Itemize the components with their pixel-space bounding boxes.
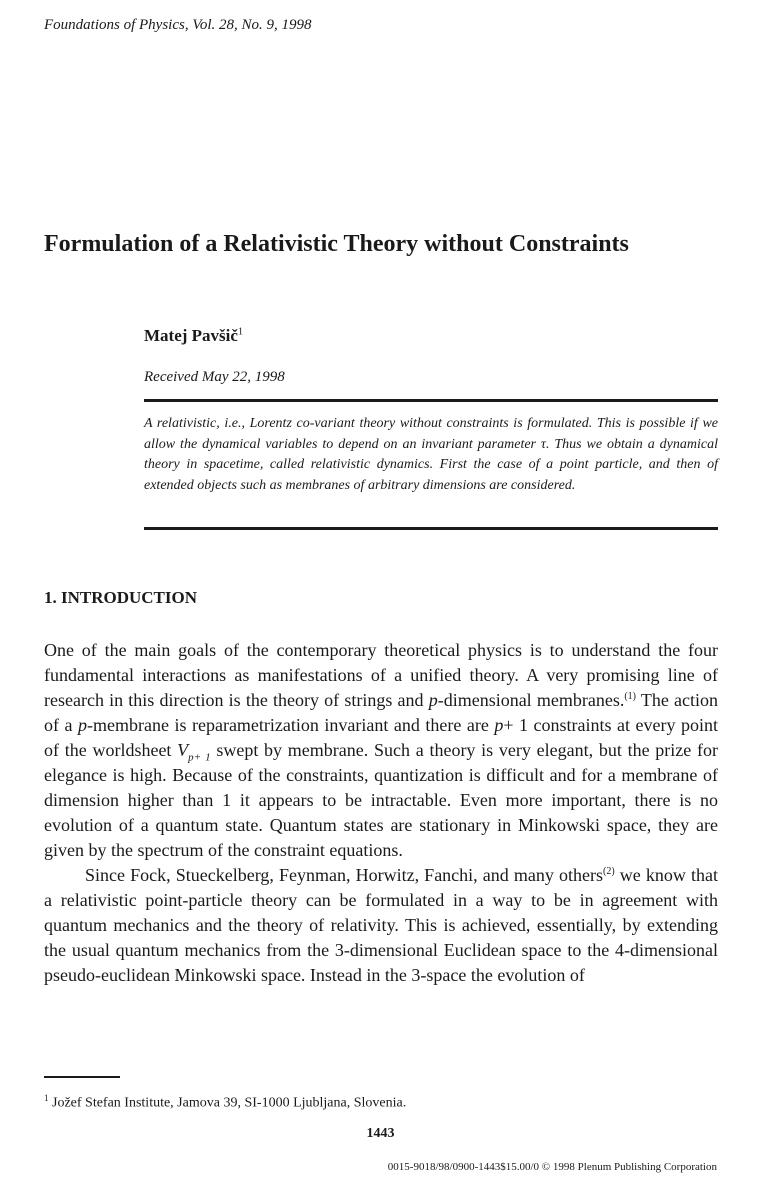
abstract-top-rule xyxy=(144,399,718,402)
p1-italic-p-3: p xyxy=(494,715,504,735)
footnote-rule xyxy=(44,1076,120,1078)
p1-italic-p-1: p xyxy=(428,690,438,710)
p1-text-b: -dimensional membranes. xyxy=(437,690,625,710)
citation-2: (2) xyxy=(603,866,615,877)
p1-italic-p-2: p xyxy=(78,715,87,735)
p2-text-b: we know that a relativistic point-particle theory can be formulated in a way to be in agreement with quantum mechanics and the theory of relativity. This is achieved, essentially, by extending the usual quantum mechanics from the 3-dimensional Euclidean space to the 4-dimensional pseudo-euclidean Minkowski space. Instead in the 3-space the evolution of xyxy=(44,865,718,985)
citation-1: (1) xyxy=(624,691,637,702)
copyright-line: 0015-9018/98/0900-1443$15.00/0 © 1998 Plenum Publishing Corporation xyxy=(387,1161,717,1173)
p1-text-f: swept by membrane. Such a theory is very elegant, but the prize for elegance is high. Because of the constraints, quantization is difficult and for a membrane of dimension higher than 1 it appears to be intractable. Even more important, there is no evolution of a quantum state. Quantum states are stationary in Minkowski space, they are given by the spectrum of the constraint equations. xyxy=(44,740,718,860)
abstract-bottom-rule xyxy=(144,527,718,530)
p1-text-a: One of the main goals of the contemporary theoretical physics is to understand the four fundamental interactions as manifestations of a unified theory. A very promising line of research in this direction is the theory of strings and xyxy=(44,640,718,710)
author-name-text: Matej Pavšič xyxy=(144,326,238,345)
footnote-mark: 1 xyxy=(44,1093,49,1103)
p1-text-c: The action of a xyxy=(44,690,719,735)
abstract: A relativistic, i.e., Lorentz co-variant theory without constraints is formulated. This is possible if we allow the dynamical variables to depend on an invariant parameter τ. Thus we obtain a dynamical theory in spacetime, called relativistic dynamics. First the case of a point particle, and then of extended objects such as membranes of arbitrary dimensions are considered. xyxy=(144,416,718,493)
received-date: Received May 22, 1998 xyxy=(144,369,285,385)
p1-text-e: + 1 constraints at every point of the worldsheet xyxy=(44,715,718,760)
body-text xyxy=(44,638,718,988)
author-name xyxy=(144,326,243,346)
article-title: Formulation of a Relativistic Theory without Constraints xyxy=(44,231,629,257)
paragraph-2 xyxy=(44,863,718,988)
paragraph-1 xyxy=(44,638,718,863)
p1-text-d: -membrane is reparametrization invariant and there are xyxy=(87,715,495,735)
author-footnote-mark: 1 xyxy=(237,326,243,338)
worldsheet-symbol: V xyxy=(177,740,189,760)
page-number: 1443 xyxy=(366,1126,395,1141)
section-heading: 1. INTRODUCTION xyxy=(44,588,198,607)
footnote-text: Jožef Stefan Institute, Jamova 39, SI-1000 Ljubljana, Slovenia. xyxy=(52,1095,407,1111)
p2-text-a: Since Fock, Stueckelberg, Feynman, Horwitz, Fanchi, and many others xyxy=(85,865,603,885)
worldsheet-subscript: p+ 1 xyxy=(188,751,211,764)
journal-header: Foundations of Physics, Vol. 28, No. 9, 1998 xyxy=(44,17,312,33)
footnote xyxy=(44,1093,406,1112)
